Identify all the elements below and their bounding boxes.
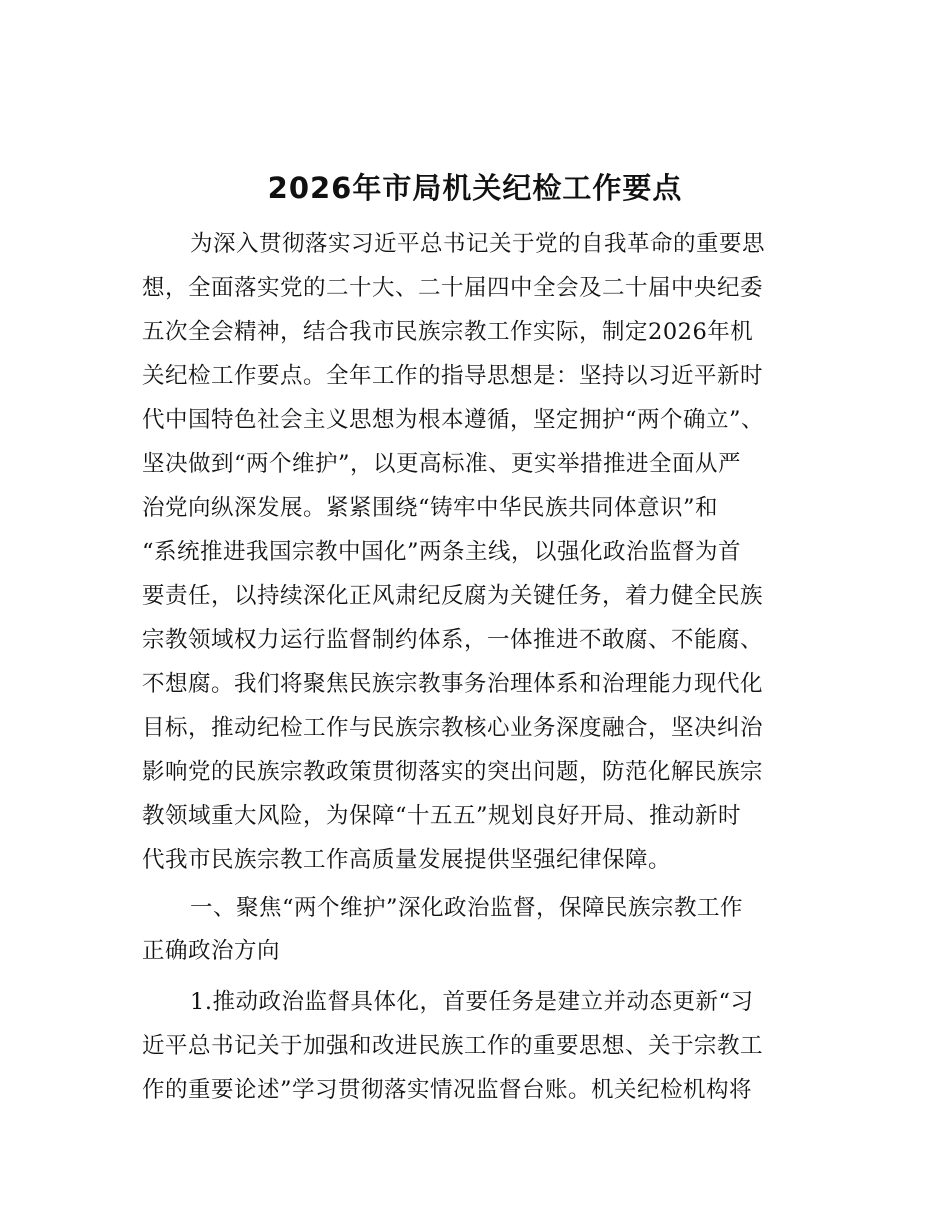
intro-line: “系统推进我国宗教中国化”两条主线，以强化政治监督为首 xyxy=(142,539,742,565)
item-line: 作的重要论述”学习贯彻落实情况监督台账。机关纪检机构将 xyxy=(142,1077,753,1103)
intro-line: 为深入贯彻落实习近平总书记关于党的自我革命的重要思 xyxy=(190,231,766,257)
intro-line: 关纪检工作要点。全年工作的指导思想是：坚持以习近平新时 xyxy=(142,363,764,389)
intro-line: 不想腐。我们将聚焦民族宗教事务治理体系和治理能力现代化 xyxy=(142,671,764,697)
intro-line: 目标，推动纪检工作与民族宗教核心业务深度融合，坚决纠治 xyxy=(142,715,764,741)
section-heading-line: 一、聚焦“两个维护”深化政治监督，保障民族宗教工作 xyxy=(190,895,744,921)
intro-line: 想，全面落实党的二十大、二十届四中全会及二十届中央纪委 xyxy=(142,275,764,301)
intro-line: 治党向纵深发展。紧紧围绕“铸牢中华民族共同体意识”和 xyxy=(142,495,719,521)
document-title: 2026年市局机关纪检工作要点 xyxy=(267,171,683,205)
intro-line: 宗教领域权力运行监督制约体系，一体推进不敢腐、不能腐、 xyxy=(142,627,764,653)
intro-line: 代中国特色社会主义思想为根本遵循，坚定拥护“两个确立”、 xyxy=(142,407,765,433)
intro-line: 坚决做到“两个维护”，以更高标准、更实举措推进全面从严 xyxy=(142,451,742,477)
intro-line: 五次全会精神，结合我市民族宗教工作实际，制定2026年机 xyxy=(142,319,754,345)
item-line: 近平总书记关于加强和改进民族工作的重要思想、关于宗教工 xyxy=(142,1033,764,1059)
intro-line: 要责任，以持续深化正风肃纪反腐为关键任务，着力健全民族 xyxy=(142,583,764,609)
section-heading-line: 正确政治方向 xyxy=(142,938,281,964)
intro-line: 代我市民族宗教工作高质量发展提供坚强纪律保障。 xyxy=(142,847,672,873)
intro-line: 教领域重大风险，为保障“十五五”规划良好开局、推动新时 xyxy=(142,803,742,829)
item-line: 1.推动政治监督具体化，首要任务是建立并动态更新“习 xyxy=(190,989,754,1015)
intro-line: 影响党的民族宗教政策贯彻落实的突出问题，防范化解民族宗 xyxy=(142,759,764,785)
